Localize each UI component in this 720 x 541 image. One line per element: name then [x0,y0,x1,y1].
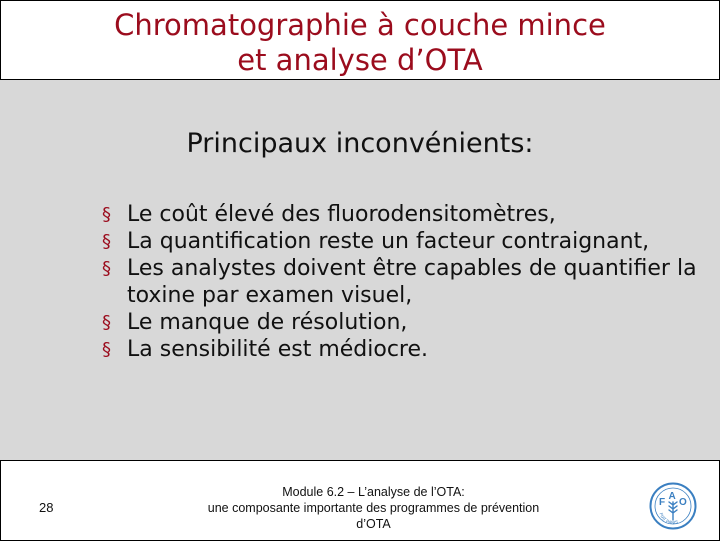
fao-logo-icon [649,482,697,530]
bullet-text: Le manque de résolution, [127,310,408,335]
bullet-item [102,201,702,228]
bullet-item [102,336,702,363]
bullet-icon: § [102,258,111,279]
bullet-icon: § [102,312,111,333]
slide-title-line-1: Chromatographie à couche mince [114,8,606,42]
bullet-item [102,228,702,255]
bullet-list [102,201,702,363]
bullet-icon: § [102,231,111,252]
logo-letter-a: A [668,491,676,502]
bullet-item [102,255,702,309]
slide-footer [0,460,720,541]
slide-title-line-2: et analyse d’OTA [237,43,483,77]
module-caption [181,484,566,532]
logo-letter-f: F [659,497,666,508]
page-number: 28 [39,500,54,515]
logo-motto: FIAT PANIS [658,512,679,526]
slide-subtitle: Principaux inconvénients: [186,128,534,159]
bullet-icon: § [102,204,111,225]
module-caption-line-1: Module 6.2 – L’analyse de l’OTA: [282,485,465,499]
bullet-icon: § [102,339,111,360]
module-caption-line-2: une composante importante des programmes de prévention [207,501,540,515]
bullet-text: La sensibilité est médiocre. [127,337,429,362]
slide-content [0,80,720,460]
bullet-text: Les analystes doivent être capables de quantifier la toxine par examen visuel, [127,256,697,308]
bullet-text: Le coût élevé des fluorodensitomètres, [127,202,556,227]
bullet-item [102,309,702,336]
module-caption-line-3: d’OTA [356,517,391,531]
slide-header [0,0,720,80]
logo-letter-o: O [679,497,687,508]
bullet-text: La quantification reste un facteur contraignant, [127,229,650,254]
